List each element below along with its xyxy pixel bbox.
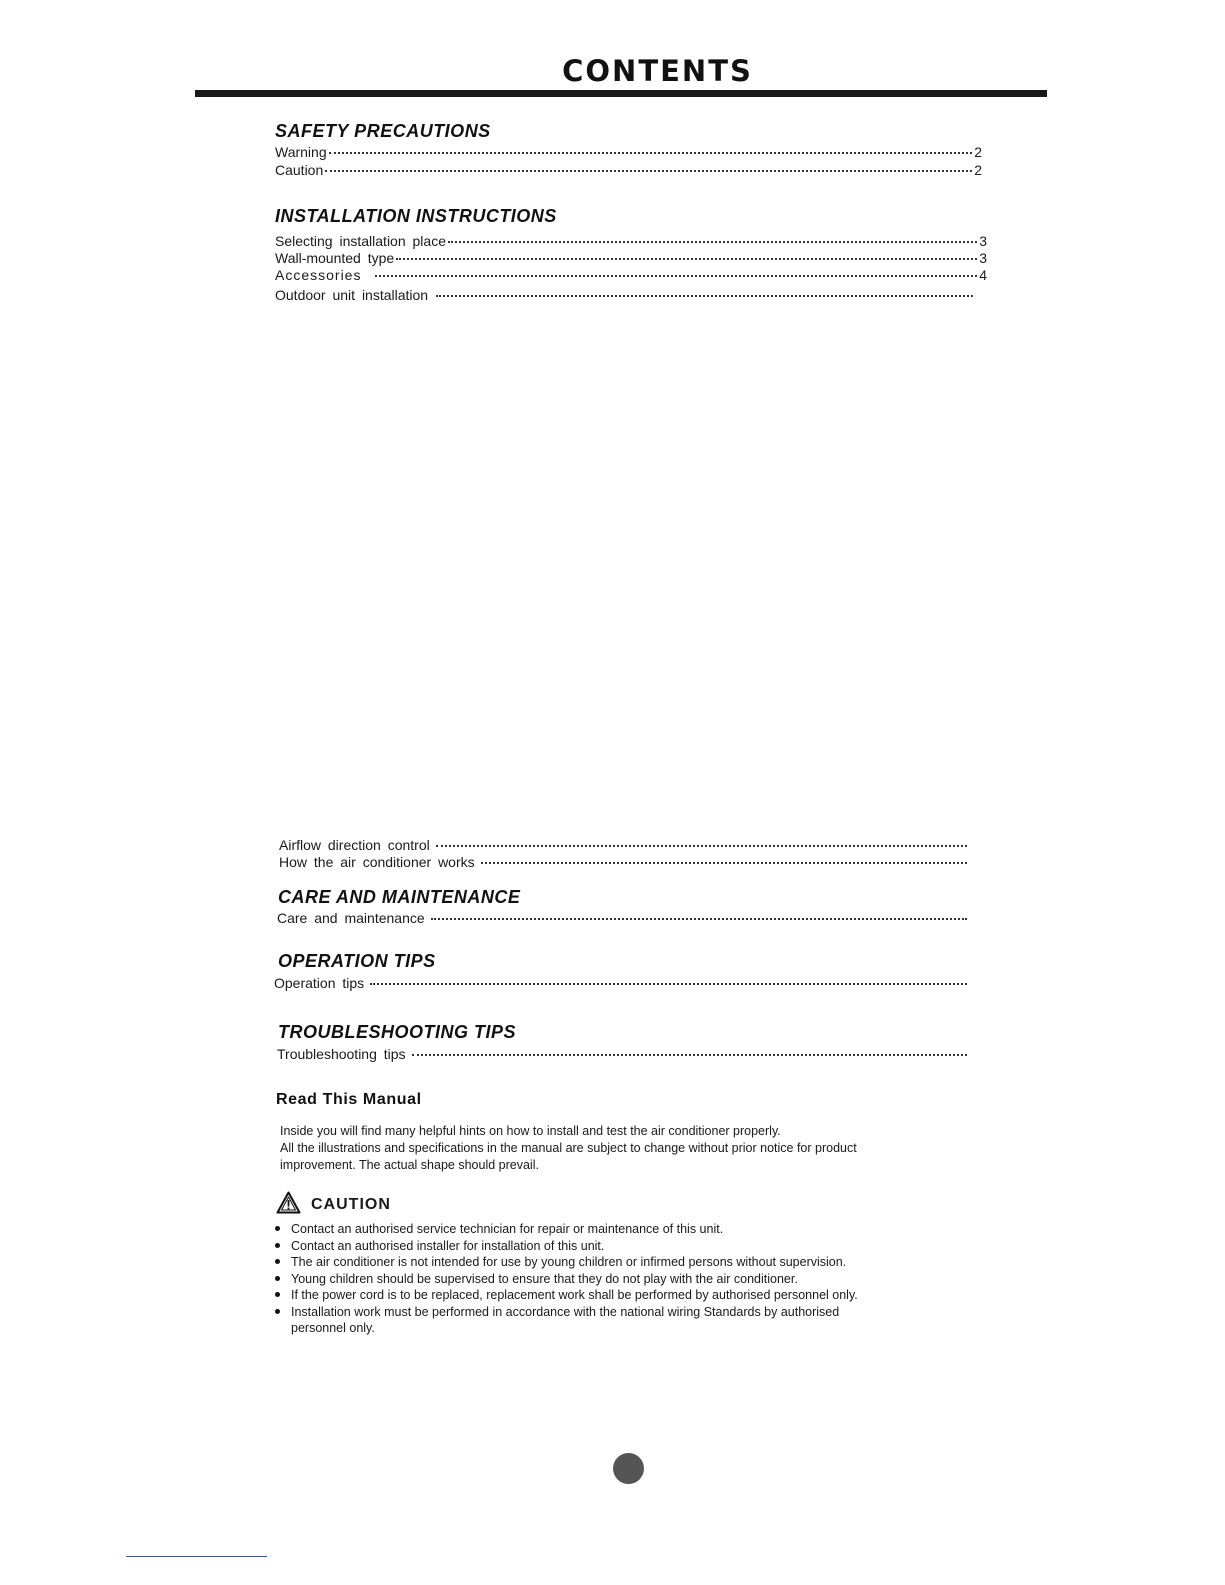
toc-leader-dots xyxy=(375,275,977,277)
caution-header xyxy=(276,1189,391,1215)
toc-entry-accessories[interactable] xyxy=(275,267,987,284)
toc-entry-troubleshooting-tips[interactable] xyxy=(277,1046,969,1063)
section-heading-troubleshooting: TROUBLESHOOTING TIPS xyxy=(278,1022,517,1042)
toc-label: Selecting installation place xyxy=(275,233,446,249)
toc-page-number: 3 xyxy=(979,233,987,249)
toc-label: Operation tips xyxy=(274,975,365,991)
toc-leader-dots xyxy=(329,152,973,154)
section-heading-care: CARE AND MAINTENANCE xyxy=(278,887,521,907)
toc-page-number: 2 xyxy=(974,144,982,160)
footer-link[interactable] xyxy=(126,1556,267,1557)
caution-bullet-text: Installation work must be performed in accordance with the national wiring Standards by authorised xyxy=(291,1304,840,1319)
toc-label: How the air conditioner works xyxy=(279,854,475,870)
bullet-icon xyxy=(275,1226,280,1231)
toc-label: Wall-mounted type xyxy=(275,250,395,266)
caution-bullet-text: The air conditioner is not intended for use by young children or infirmed persons without supervision. xyxy=(291,1255,847,1269)
bullet-icon xyxy=(275,1259,280,1264)
title-divider xyxy=(195,90,1047,97)
toc-page-number: 3 xyxy=(979,250,987,266)
caution-heading: CAUTION xyxy=(311,1196,391,1213)
toc-page-number: 2 xyxy=(974,162,982,178)
bullet-icon xyxy=(275,1276,280,1281)
toc-label: Outdoor unit installation xyxy=(275,287,429,303)
warning-triangle-icon xyxy=(276,1191,301,1214)
bullet-icon xyxy=(275,1309,280,1314)
page-number-badge xyxy=(613,1453,644,1484)
toc-label: Troubleshooting tips xyxy=(277,1046,406,1062)
toc-entry-how-the-air-conditioner-works[interactable] xyxy=(279,854,969,871)
toc-label: Airflow direction control xyxy=(279,837,430,853)
toc-leader-dots xyxy=(431,918,967,920)
toc-entry-care-and-maintenance[interactable] xyxy=(277,910,969,927)
bullet-icon xyxy=(275,1243,280,1248)
page-title: CONTENTS xyxy=(562,54,753,88)
caution-bullet-text: Contact an authorised service technician for repair or maintenance of this unit. xyxy=(291,1222,724,1236)
toc-entry-operation-tips[interactable] xyxy=(274,975,969,992)
read-manual-line: All the illustrations and specifications in the manual are subject to change without prior notice for product xyxy=(280,1141,857,1155)
toc-leader-dots xyxy=(412,1054,967,1056)
toc-entry-outdoor-unit-installation[interactable] xyxy=(275,287,975,304)
toc-entry-selecting-installation-place[interactable] xyxy=(275,233,987,250)
toc-entry-caution[interactable] xyxy=(275,162,982,179)
toc-label: Warning xyxy=(275,144,327,160)
section-heading-operation-tips: OPERATION TIPS xyxy=(278,951,436,971)
toc-label: Care and maintenance xyxy=(277,910,425,926)
bullet-icon xyxy=(275,1292,280,1297)
toc-label: Accessories xyxy=(275,267,362,283)
caution-bullet-text: Young children should be supervised to ensure that they do not play with the air conditioner. xyxy=(291,1271,798,1286)
caution-bullet-text: If the power cord is to be replaced, replacement work shall be performed by authorised personnel only. xyxy=(291,1288,858,1302)
toc-leader-dots xyxy=(436,845,967,847)
toc-leader-dots xyxy=(448,241,977,243)
section-heading-installation: INSTALLATION INSTRUCTIONS xyxy=(275,206,557,226)
section-heading-safety: SAFETY PRECAUTIONS xyxy=(275,121,491,141)
read-manual-line: improvement. The actual shape should prevail. xyxy=(280,1158,539,1172)
toc-leader-dots xyxy=(370,983,967,985)
toc-leader-dots xyxy=(481,862,967,864)
read-manual-heading: Read This Manual xyxy=(276,1091,422,1108)
toc-leader-dots xyxy=(396,258,977,260)
caution-bullet-continuation: personnel only. xyxy=(291,1321,375,1335)
toc-leader-dots xyxy=(436,295,973,297)
toc-page-number: 4 xyxy=(979,267,987,283)
toc-entry-wall-mounted-type[interactable] xyxy=(275,250,987,267)
toc-label: Caution xyxy=(275,162,324,178)
toc-entry-warning[interactable] xyxy=(275,144,982,161)
toc-leader-dots xyxy=(325,170,972,172)
read-manual-line: Inside you will find many helpful hints on how to install and test the air conditioner properly. xyxy=(280,1124,781,1138)
toc-entry-airflow-direction-control[interactable] xyxy=(279,837,969,854)
caution-bullet-text: Contact an authorised installer for installation of this unit. xyxy=(291,1238,605,1253)
